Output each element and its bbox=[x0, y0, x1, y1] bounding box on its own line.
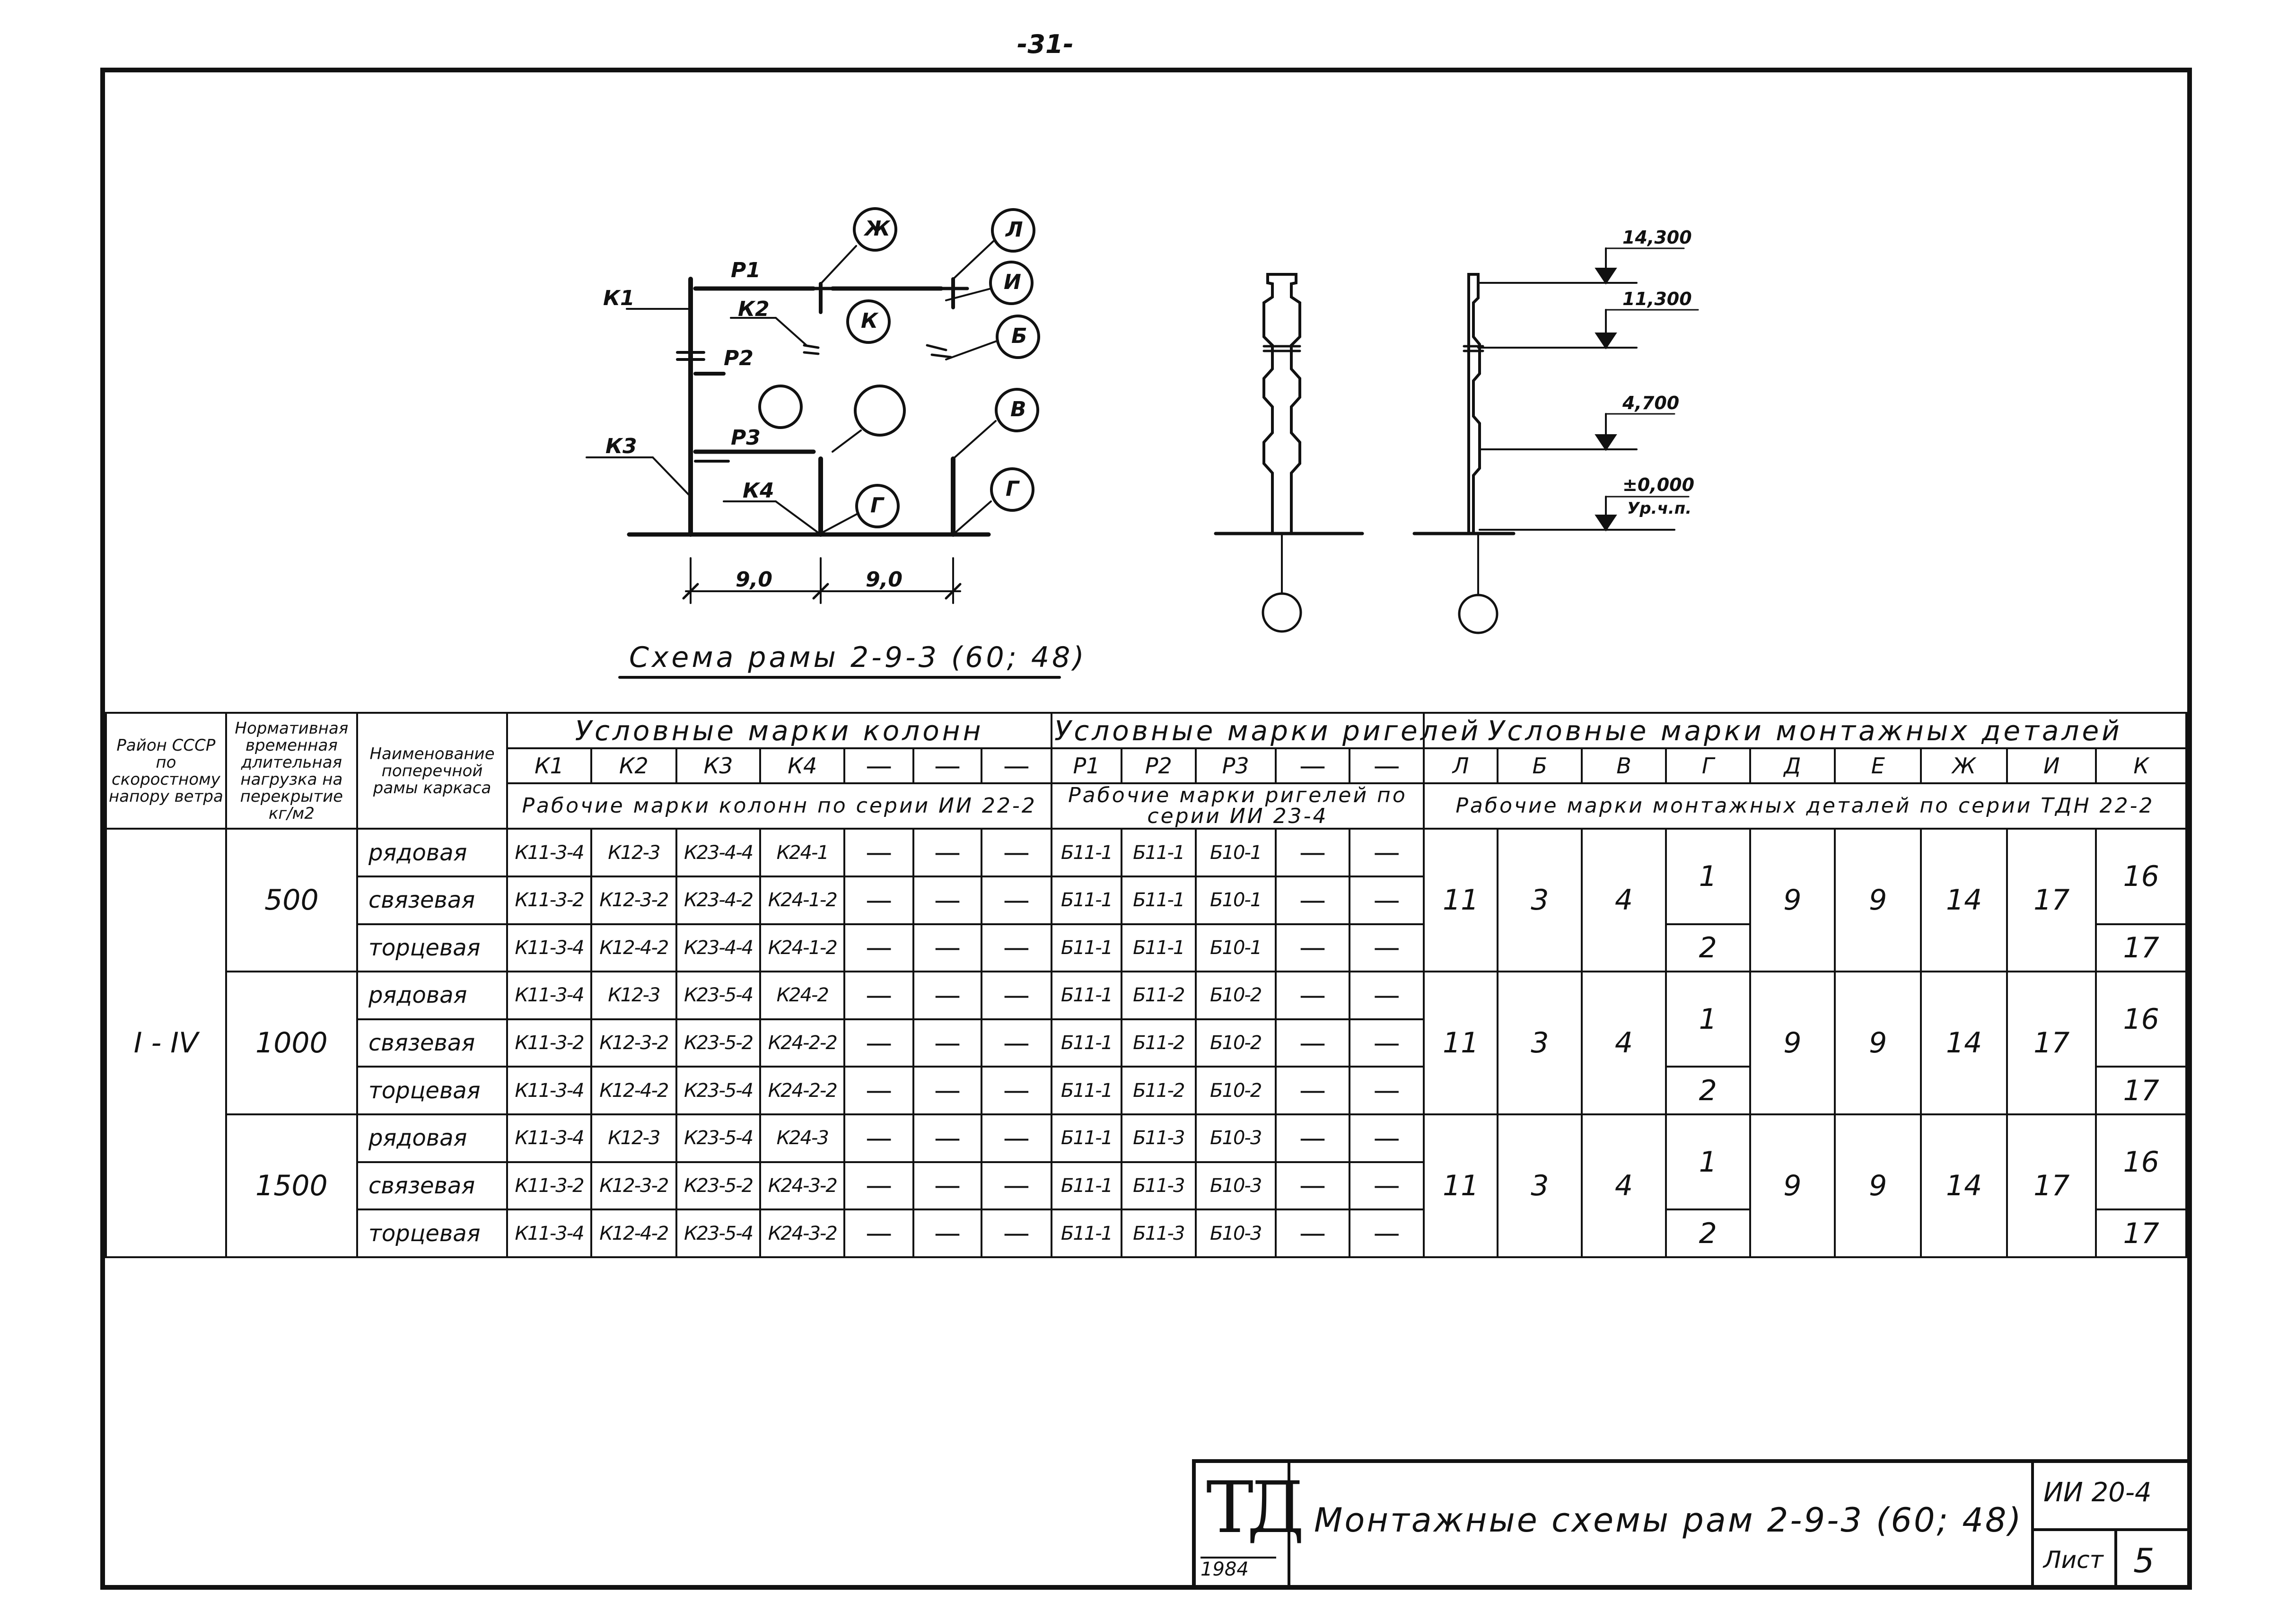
girder-mark-empty: — bbox=[1350, 1019, 1424, 1067]
org-logo-text: ТД bbox=[1206, 1467, 1298, 1549]
column-mark-empty: — bbox=[844, 972, 913, 1019]
label-k1: К1 bbox=[603, 286, 635, 310]
column-mark-empty: — bbox=[844, 876, 913, 924]
detail-g-value: 2 bbox=[1666, 1209, 1750, 1257]
column-elevation-2 bbox=[1469, 274, 1480, 534]
detail-value: 3 bbox=[1498, 829, 1582, 972]
column-mark: К11-3-4 bbox=[507, 829, 591, 876]
org-logo bbox=[1196, 1463, 1298, 1585]
girder-mark: Б10-3 bbox=[1196, 1209, 1276, 1257]
header-frame-name: Наименование поперечной рамы каркаса bbox=[357, 713, 507, 829]
girder-mark: Б10-3 bbox=[1196, 1114, 1276, 1162]
header-details-working: Рабочие марки монтажных деталей по серии ТДН 22-2 bbox=[1424, 783, 2186, 829]
column-mark: К11-3-4 bbox=[507, 1114, 591, 1162]
column-mark: К24-3-2 bbox=[760, 1209, 844, 1257]
column-mark-empty: — bbox=[844, 1067, 913, 1114]
girder-mark: Б11-3 bbox=[1122, 1114, 1196, 1162]
header-columns-working: Рабочие марки колонн по серии ИИ 22-2 bbox=[507, 783, 1052, 829]
girder-mark: Б11-2 bbox=[1122, 1067, 1196, 1114]
column-mark-empty: — bbox=[844, 829, 913, 876]
detail-g-value: 2 bbox=[1666, 924, 1750, 972]
column-mark: К24-1-2 bbox=[760, 924, 844, 972]
column-mark: К24-3 bbox=[760, 1114, 844, 1162]
frame-name: связевая bbox=[357, 876, 507, 924]
elevation-3: ±0,000 bbox=[1622, 474, 1695, 495]
girder-mark: Б11-1 bbox=[1052, 829, 1122, 876]
header-details-group: Условные марки монтажных деталей bbox=[1424, 713, 2186, 748]
girder-mark: Б10-1 bbox=[1196, 876, 1276, 924]
column-mark-empty: — bbox=[981, 1209, 1052, 1257]
column-mark: К24-1-2 bbox=[760, 876, 844, 924]
detail-mark-e: Е bbox=[1835, 748, 1921, 783]
header-girders-group: Условные марки ригелей bbox=[1052, 713, 1424, 748]
detail-k-value: 16 bbox=[2096, 972, 2186, 1067]
girder-mark-p3: Р3 bbox=[1196, 748, 1276, 783]
col-mark-empty: — bbox=[913, 748, 981, 783]
detail-value: 14 bbox=[1921, 972, 2007, 1114]
detail-value: 9 bbox=[1750, 972, 1835, 1114]
column-mark-empty: — bbox=[913, 1162, 981, 1210]
sheet-title: Монтажные схемы рам 2-9-3 (60; 48) bbox=[1314, 1501, 2023, 1540]
label-k3: К3 bbox=[605, 434, 637, 458]
column-mark: К23-5-4 bbox=[676, 1067, 761, 1114]
column-mark: К23-5-2 bbox=[676, 1019, 761, 1067]
title-block bbox=[1192, 1459, 2187, 1585]
col-mark-empty: — bbox=[981, 748, 1052, 783]
girder-mark-empty: — bbox=[1276, 748, 1350, 783]
column-mark: К11-3-4 bbox=[507, 1067, 591, 1114]
column-mark: К24-1 bbox=[760, 829, 844, 876]
column-mark-empty: — bbox=[913, 1114, 981, 1162]
detail-mark-u: И bbox=[2007, 748, 2096, 783]
detail-k-value: 17 bbox=[2096, 1067, 2186, 1114]
region-value: I - IV bbox=[106, 829, 226, 1257]
column-mark: К24-2-2 bbox=[760, 1019, 844, 1067]
girder-mark-p2: Р2 bbox=[1122, 748, 1196, 783]
column-elevation-1 bbox=[1264, 274, 1300, 534]
column-mark-empty: — bbox=[913, 1019, 981, 1067]
column-mark-empty: — bbox=[844, 1114, 913, 1162]
column-mark-empty: — bbox=[981, 829, 1052, 876]
girder-mark: Б11-1 bbox=[1052, 1209, 1122, 1257]
column-mark: К12-3-2 bbox=[591, 1019, 676, 1067]
girder-mark: Б11-1 bbox=[1052, 1067, 1122, 1114]
column-mark-empty: — bbox=[981, 924, 1052, 972]
column-mark-empty: — bbox=[844, 1209, 913, 1257]
column-mark: К11-3-2 bbox=[507, 1162, 591, 1210]
label-p3: Р3 bbox=[731, 426, 761, 450]
frame-name: рядовая bbox=[357, 1114, 507, 1162]
circle-label-k: К bbox=[861, 309, 878, 333]
column-mark-empty: — bbox=[844, 1019, 913, 1067]
load-value: 1500 bbox=[226, 1114, 357, 1257]
girder-mark: Б11-1 bbox=[1122, 924, 1196, 972]
col-mark-k4: К4 bbox=[760, 748, 844, 783]
girder-mark: Б11-2 bbox=[1122, 1019, 1196, 1067]
detail-value: 11 bbox=[1424, 829, 1498, 972]
detail-value: 9 bbox=[1750, 1114, 1835, 1257]
elevation-note: Ур.ч.п. bbox=[1627, 499, 1692, 518]
column-mark: К23-4-4 bbox=[676, 924, 761, 972]
girder-mark-empty: — bbox=[1276, 972, 1350, 1019]
detail-value: 17 bbox=[2007, 1114, 2096, 1257]
frame-name: торцевая bbox=[357, 1067, 507, 1114]
girder-mark: Б11-1 bbox=[1122, 876, 1196, 924]
girder-mark-empty: — bbox=[1350, 748, 1424, 783]
col-mark-k1: К1 bbox=[507, 748, 591, 783]
column-mark: К11-3-4 bbox=[507, 1209, 591, 1257]
detail-value: 11 bbox=[1424, 972, 1498, 1114]
girder-mark-empty: — bbox=[1276, 924, 1350, 972]
column-mark-empty: — bbox=[913, 1067, 981, 1114]
girder-mark: Б10-2 bbox=[1196, 1067, 1276, 1114]
girder-mark-empty: — bbox=[1350, 1209, 1424, 1257]
load-value: 1000 bbox=[226, 972, 357, 1114]
column-mark-empty: — bbox=[913, 972, 981, 1019]
girder-mark: Б10-1 bbox=[1196, 924, 1276, 972]
girder-mark: Б10-1 bbox=[1196, 829, 1276, 876]
elevation-2: 4,700 bbox=[1622, 393, 1680, 413]
column-mark-empty: — bbox=[981, 1162, 1052, 1210]
header-columns-group: Условные марки колонн bbox=[507, 713, 1052, 748]
detail-k-value: 17 bbox=[2096, 1209, 2186, 1257]
girder-mark-empty: — bbox=[1350, 1067, 1424, 1114]
detail-mark-d: Д bbox=[1750, 748, 1835, 783]
label-dim-right: 9,0 bbox=[866, 568, 903, 592]
circle-label-g-right: Г bbox=[1006, 477, 1019, 501]
girder-mark: Б10-2 bbox=[1196, 972, 1276, 1019]
girder-mark-empty: — bbox=[1276, 1114, 1350, 1162]
frame-name: рядовая bbox=[357, 829, 507, 876]
detail-g-value: 1 bbox=[1666, 1114, 1750, 1209]
column-mark-empty: — bbox=[913, 1209, 981, 1257]
label-p2: Р2 bbox=[724, 346, 754, 370]
sheet-info bbox=[2031, 1463, 2187, 1585]
girder-mark: Б11-1 bbox=[1052, 1019, 1122, 1067]
elevation-0: 14,300 bbox=[1622, 227, 1692, 248]
column-mark-empty: — bbox=[981, 1067, 1052, 1114]
column-mark: К23-5-4 bbox=[676, 1114, 761, 1162]
column-mark-empty: — bbox=[981, 972, 1052, 1019]
column-mark: К11-3-2 bbox=[507, 1019, 591, 1067]
column-mark: К12-3 bbox=[591, 972, 676, 1019]
detail-mark-zh: Ж bbox=[1921, 748, 2007, 783]
column-mark-empty: — bbox=[844, 1162, 913, 1210]
girder-mark: Б10-3 bbox=[1196, 1162, 1276, 1210]
girder-mark-empty: — bbox=[1350, 972, 1424, 1019]
elevation-1: 11,300 bbox=[1622, 289, 1692, 309]
column-mark-empty: — bbox=[981, 1114, 1052, 1162]
circle-label-u: И bbox=[1004, 270, 1021, 294]
girder-mark-p1: Р1 bbox=[1052, 748, 1122, 783]
column-mark: К12-4-2 bbox=[591, 924, 676, 972]
girder-mark-empty: — bbox=[1276, 829, 1350, 876]
circle-label-v: В bbox=[1010, 397, 1026, 421]
circle-label-zh: Ж bbox=[865, 217, 890, 241]
girder-mark-empty: — bbox=[1276, 1209, 1350, 1257]
column-mark: К12-3 bbox=[591, 1114, 676, 1162]
detail-mark-g: Г bbox=[1666, 748, 1750, 783]
circle-label-g-mid: Г bbox=[870, 493, 884, 517]
detail-value: 17 bbox=[2007, 972, 2096, 1114]
girder-mark: Б11-1 bbox=[1052, 876, 1122, 924]
table-row bbox=[106, 829, 2186, 876]
series-code: ИИ 20-4 bbox=[2043, 1477, 2152, 1508]
col-mark-k3: К3 bbox=[676, 748, 761, 783]
girder-mark-empty: — bbox=[1276, 876, 1350, 924]
detail-value: 3 bbox=[1498, 1114, 1582, 1257]
girder-mark-empty: — bbox=[1350, 1114, 1424, 1162]
girder-mark: Б11-1 bbox=[1052, 1114, 1122, 1162]
label-k4: К4 bbox=[743, 479, 774, 503]
column-mark: К11-3-2 bbox=[507, 876, 591, 924]
column-mark: К11-3-4 bbox=[507, 924, 591, 972]
column-mark-empty: — bbox=[913, 829, 981, 876]
circle-label-b: Б bbox=[1011, 324, 1027, 348]
detail-value: 9 bbox=[1835, 829, 1921, 972]
sheet-label: Лист bbox=[2043, 1546, 2103, 1574]
label-p1: Р1 bbox=[731, 258, 761, 282]
girder-mark: Б11-3 bbox=[1122, 1162, 1196, 1210]
column-mark-empty: — bbox=[981, 1019, 1052, 1067]
column-mark-empty: — bbox=[981, 876, 1052, 924]
detail-mark-b: Б bbox=[1498, 748, 1582, 783]
detail-g-value: 1 bbox=[1666, 829, 1750, 924]
sheet-number: 5 bbox=[2133, 1541, 2155, 1580]
column-mark-empty: — bbox=[913, 924, 981, 972]
column-mark: К12-4-2 bbox=[591, 1067, 676, 1114]
detail-value: 3 bbox=[1498, 972, 1582, 1114]
detail-value: 4 bbox=[1582, 972, 1666, 1114]
frame-name: связевая bbox=[357, 1019, 507, 1067]
detail-value: 14 bbox=[1921, 1114, 2007, 1257]
header-region: Район СССР по скоростному напору ветра bbox=[106, 713, 226, 829]
detail-k-value: 16 bbox=[2096, 829, 2186, 924]
detail-value: 4 bbox=[1582, 1114, 1666, 1257]
detail-value: 4 bbox=[1582, 829, 1666, 972]
column-mark: К12-3-2 bbox=[591, 1162, 676, 1210]
sheet-divider bbox=[2114, 1531, 2117, 1588]
detail-k-value: 17 bbox=[2096, 924, 2186, 972]
frame-name: рядовая bbox=[357, 972, 507, 1019]
girder-mark: Б11-2 bbox=[1122, 972, 1196, 1019]
detail-value: 14 bbox=[1921, 829, 2007, 972]
girder-mark-empty: — bbox=[1276, 1162, 1350, 1210]
girder-mark-empty: — bbox=[1350, 829, 1424, 876]
header-load: Нормативная временная длительная нагрузка на перекрытие кг/м2 bbox=[226, 713, 357, 829]
table-row bbox=[106, 1114, 2186, 1162]
girder-mark-empty: — bbox=[1350, 876, 1424, 924]
column-mark: К12-3 bbox=[591, 829, 676, 876]
label-dim-left: 9,0 bbox=[736, 568, 772, 592]
column-mark: К12-3-2 bbox=[591, 876, 676, 924]
frame-name: торцевая bbox=[357, 1209, 507, 1257]
girder-mark: Б11-1 bbox=[1052, 924, 1122, 972]
column-mark: К23-5-4 bbox=[676, 1209, 761, 1257]
circle-label-l: Л bbox=[1006, 218, 1023, 242]
label-k2: К2 bbox=[738, 297, 770, 321]
header-girders-working: Рабочие марки ригелей по серии ИИ 23-4 bbox=[1052, 783, 1424, 829]
scheme-title: Схема рамы 2-9-3 (60; 48) bbox=[629, 641, 1087, 674]
girder-mark: Б10-2 bbox=[1196, 1019, 1276, 1067]
detail-value: 9 bbox=[1835, 1114, 1921, 1257]
girder-mark-empty: — bbox=[1350, 1162, 1424, 1210]
load-value: 500 bbox=[226, 829, 357, 972]
detail-value: 9 bbox=[1750, 829, 1835, 972]
frame-name: торцевая bbox=[357, 924, 507, 972]
girder-mark: Б11-1 bbox=[1052, 972, 1122, 1019]
col-mark-empty: — bbox=[844, 748, 913, 783]
girder-mark-empty: — bbox=[1276, 1019, 1350, 1067]
column-mark: К24-3-2 bbox=[760, 1162, 844, 1210]
column-mark: К23-5-2 bbox=[676, 1162, 761, 1210]
column-mark: К12-4-2 bbox=[591, 1209, 676, 1257]
detail-g-value: 2 bbox=[1666, 1067, 1750, 1114]
frame-name: связевая bbox=[357, 1162, 507, 1210]
column-mark-empty: — bbox=[913, 876, 981, 924]
detail-mark-v: В bbox=[1582, 748, 1666, 783]
detail-value: 17 bbox=[2007, 829, 2096, 972]
table-row bbox=[106, 972, 2186, 1019]
detail-mark-l: Л bbox=[1424, 748, 1498, 783]
girder-mark: Б11-1 bbox=[1052, 1162, 1122, 1210]
detail-mark-k: К bbox=[2096, 748, 2186, 783]
girder-mark: Б11-1 bbox=[1122, 829, 1196, 876]
column-mark: К24-2 bbox=[760, 972, 844, 1019]
sheet-row bbox=[2034, 1528, 2190, 1588]
column-mark: К11-3-4 bbox=[507, 972, 591, 1019]
column-mark: К23-4-2 bbox=[676, 876, 761, 924]
detail-value: 9 bbox=[1835, 972, 1921, 1114]
column-mark: К23-5-4 bbox=[676, 972, 761, 1019]
detail-value: 11 bbox=[1424, 1114, 1498, 1257]
page-number: -31- bbox=[1017, 29, 1074, 59]
girder-mark-empty: — bbox=[1350, 924, 1424, 972]
column-mark: К23-4-4 bbox=[676, 829, 761, 876]
column-mark: К24-2-2 bbox=[760, 1067, 844, 1114]
detail-g-value: 1 bbox=[1666, 972, 1750, 1067]
year: 1984 bbox=[1201, 1557, 1276, 1580]
column-mark-empty: — bbox=[844, 924, 913, 972]
spec-table bbox=[105, 712, 2187, 1258]
girder-mark: Б11-3 bbox=[1122, 1209, 1196, 1257]
girder-mark-empty: — bbox=[1276, 1067, 1350, 1114]
col-mark-k2: К2 bbox=[591, 748, 676, 783]
detail-k-value: 16 bbox=[2096, 1114, 2186, 1209]
